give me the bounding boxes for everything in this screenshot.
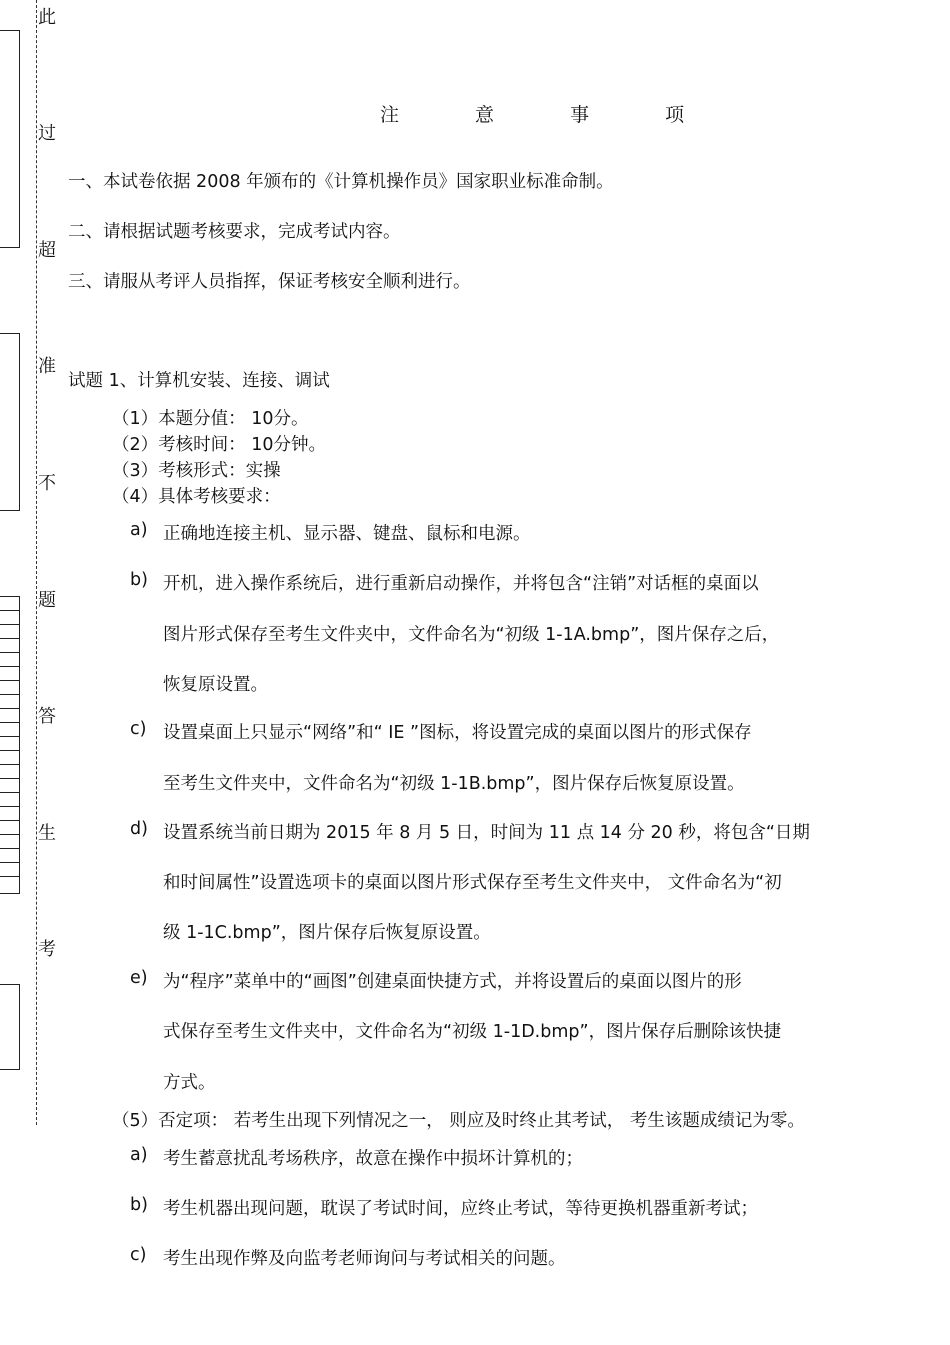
- requirement-marker: b): [130, 570, 148, 590]
- veto-item: 考生蓄意扰乱考场秩序，故意在操作中损坏计算机的；: [163, 1149, 583, 1169]
- page-title: 注 意 事 项: [380, 104, 720, 126]
- margin-char: 题: [38, 590, 56, 611]
- margin-box-middle: [0, 333, 20, 511]
- question-info: （2）考核时间： 10分钟。: [112, 435, 326, 455]
- veto-item: 考生出现作弊及向监考老师询问与考试相关的问题。: [163, 1249, 566, 1269]
- requirement-line: 开机，进入操作系统后，进行重新启动操作，并将包含“注销”对话框的桌面以: [163, 574, 759, 594]
- veto-marker: c): [130, 1245, 147, 1265]
- dashed-cut-line: [36, 0, 37, 1125]
- requirement-marker: a): [130, 520, 148, 540]
- margin-char: 答: [38, 706, 56, 727]
- requirement-line: 为“程序”菜单中的“画图”创建桌面快捷方式，并将设置后的桌面以图片的形: [163, 972, 742, 992]
- margin-char: 过: [38, 123, 56, 144]
- requirement-line: 图片形式保存至考生文件夹中，文件命名为“初级 1-1A.bmp”，图片保存之后，: [163, 625, 780, 645]
- requirement-line: 方式。: [163, 1073, 216, 1093]
- question-info: （4）具体考核要求：: [112, 487, 281, 507]
- question-info: （3）考核形式：实操: [112, 461, 281, 481]
- note-item: 二、请根据试题考核要求，完成考试内容。: [68, 222, 401, 242]
- margin-grid-edge: [19, 596, 20, 894]
- requirement-marker: c): [130, 719, 147, 739]
- margin-box-bottom: [0, 984, 20, 1070]
- margin-char: 不: [38, 473, 56, 494]
- requirement-line: 至考生文件夹中，文件命名为“初级 1-1B.bmp”，图片保存后恢复原设置。: [163, 774, 745, 794]
- requirement-line: 和时间属性”设置选项卡的桌面以图片形式保存至考生文件夹中， 文件命名为“初: [163, 873, 782, 893]
- veto-item: 考生机器出现问题，耽误了考试时间，应终止考试，等待更换机器重新考试；: [163, 1199, 758, 1219]
- margin-char: 生: [38, 823, 56, 844]
- note-item: 三、请服从考评人员指挥，保证考核安全顺利进行。: [68, 272, 471, 292]
- veto-marker: b): [130, 1195, 148, 1215]
- requirement-line: 正确地连接主机、显示器、键盘、鼠标和电源。: [163, 524, 531, 544]
- requirement-marker: e): [130, 968, 148, 988]
- veto-heading: （5）否定项： 若考生出现下列情况之一， 则应及时终止其考试， 考生该题成绩记为零。: [112, 1111, 805, 1131]
- margin-char: 考: [38, 939, 56, 960]
- requirement-line: 级 1-1C.bmp”，图片保存后恢复原设置。: [163, 923, 491, 943]
- question-heading: 试题 1、计算机安装、连接、调试: [68, 371, 330, 391]
- question-info: （1）本题分值： 10分。: [112, 409, 309, 429]
- note-item: 一、本试卷依据 2008 年颁布的《计算机操作员》国家职业标准命制。: [68, 172, 614, 192]
- requirement-line: 设置系统当前日期为 2015 年 8 月 5 日，时间为 11 点 14 分 20 秒，将包含“日期: [163, 823, 810, 843]
- requirement-line: 恢复原设置。: [163, 675, 268, 695]
- margin-box-top: [0, 30, 20, 248]
- requirement-line: 设置桌面上只显示“网络”和“ IE ”图标，将设置完成的桌面以图片的形式保存: [163, 723, 752, 743]
- margin-char: 此: [38, 7, 56, 28]
- requirement-marker: d): [130, 819, 148, 839]
- requirement-line: 式保存至考生文件夹中，文件命名为“初级 1-1D.bmp”，图片保存后删除该快捷: [163, 1022, 782, 1042]
- veto-marker: a): [130, 1145, 148, 1165]
- margin-char: 准: [38, 356, 56, 377]
- margin-char: 超: [38, 240, 56, 261]
